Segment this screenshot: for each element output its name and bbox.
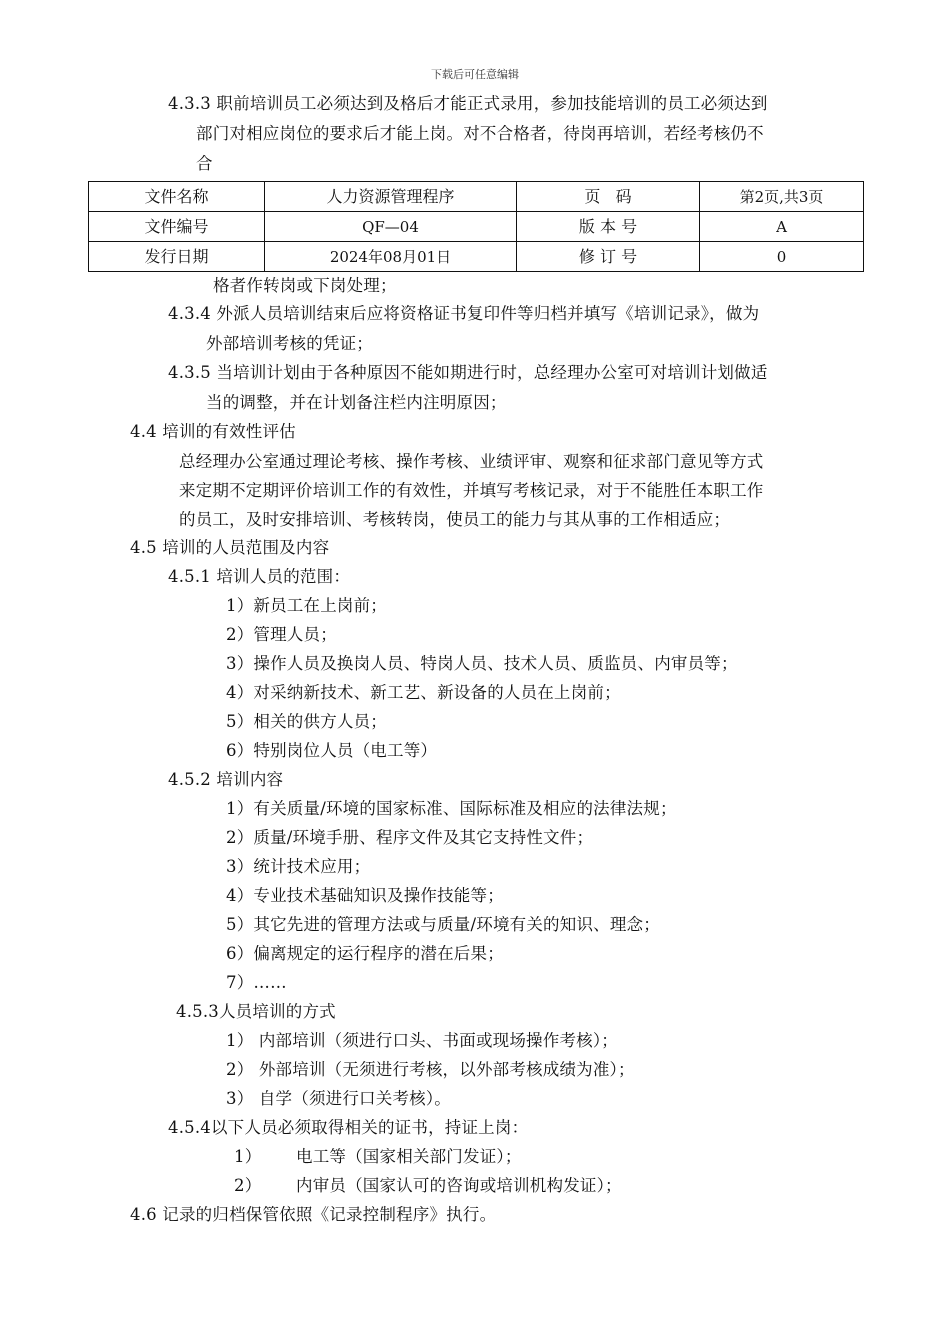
file-code-value: QF—04 [265,212,517,242]
table-row [89,212,864,242]
list-item: 7）…… [226,973,287,992]
section-4-4-line-1: 总经理办公室通过理论考核、操作考核、业绩评审、观察和征求部门意见等方式 [179,452,764,471]
section-4-4-line-3: 的员工，及时安排培训、考核转岗，使员工的能力与其从事的工作相适应； [179,510,731,529]
table-row [89,242,864,272]
clause-4-3-3-line-4: 格者作转岗或下岗处理； [213,276,397,295]
issue-date-value: 2024年08月01日 [265,242,517,272]
version-value: A [700,212,864,242]
list-item: 5）其它先进的管理方法或与质量/环境有关的知识、理念； [226,915,660,934]
list-item: 1）有关质量/环境的国家标准、国际标准及相应的法律法规； [226,799,677,818]
file-code-label: 文件编号 [89,212,265,242]
list-item: 电工等（国家相关部门发证）； [296,1147,522,1166]
list-item-number: 1） [234,1147,262,1166]
clause-4-3-4-line-1: 4.3.4 外派人员培训结束后应将资格证书复印件等归档并填写《培训记录》，做为 [168,304,760,323]
revision-value: 0 [700,242,864,272]
section-4-5-heading: 4.5 培训的人员范围及内容 [130,538,330,557]
list-item: 1）新员工在上岗前； [226,596,387,615]
section-4-6-line: 4.6 记录的归档保管依照《记录控制程序》执行。 [130,1205,497,1224]
clause-4-5-3-heading: 4.5.3人员培训的方式 [176,1002,336,1021]
list-item: 2）管理人员； [226,625,337,644]
list-item: 2）质量/环境手册、程序文件及其它支持性文件； [226,828,594,847]
clause-4-3-3-line-3: 合 [196,154,213,173]
document-info-table [88,181,864,272]
clause-4-3-3-line-1: 4.3.3 职前培训员工必须达到及格后才能正式录用，参加技能培训的员工必须达到 [168,94,768,113]
version-label: 版 本 号 [517,212,700,242]
clause-4-5-1-heading: 4.5.1 培训人员的范围： [168,567,351,586]
clause-4-3-5-line-2: 当的调整，并在计划备注栏内注明原因； [206,393,507,412]
list-item: 2） 外部培训（无须进行考核，以外部考核成绩为准）； [226,1060,635,1079]
page-value: 第2页,共3页 [700,182,864,212]
clause-4-5-2-heading: 4.5.2 培训内容 [168,770,284,789]
table-row [89,182,864,212]
list-item: 内审员（国家认可的咨询或培训机构发证）； [296,1176,622,1195]
list-item: 5）相关的供方人员； [226,712,387,731]
issue-date-label: 发行日期 [89,242,265,272]
clause-4-3-3-line-2: 部门对相应岗位的要求后才能上岗。对不合格者，待岗再培训，若经考核仍不 [196,124,764,143]
list-item: 3）统计技术应用； [226,857,371,876]
list-item: 3） 自学（须进行口关考核）。 [226,1089,451,1108]
list-item: 4）专业技术基础知识及操作技能等； [226,886,504,905]
file-name-value: 人力资源管理程序 [265,182,517,212]
list-item-number: 2） [234,1176,262,1195]
section-4-4-heading: 4.4 培训的有效性评估 [130,422,296,441]
clause-4-3-4-line-2: 外部培训考核的凭证； [206,334,373,353]
list-item: 1） 内部培训（须进行口头、书面或现场操作考核）； [226,1031,618,1050]
section-4-4-line-2: 来定期不定期评价培训工作的有效性，并填写考核记录，对于不能胜任本职工作 [179,481,764,500]
revision-label: 修 订 号 [517,242,700,272]
file-name-label: 文件名称 [89,182,265,212]
clause-4-5-4-heading: 4.5.4以下人员必须取得相关的证书，持证上岗： [168,1118,529,1137]
list-item: 6）特别岗位人员（电工等） [226,741,438,760]
download-watermark: 下载后可任意编辑 [431,68,519,81]
page-label: 页 码 [517,182,700,212]
list-item: 4）对采纳新技术、新工艺、新设备的人员在上岗前； [226,683,621,702]
list-item: 6）偏离规定的运行程序的潜在后果； [226,944,504,963]
clause-4-3-5-line-1: 4.3.5 当培训计划由于各种原因不能如期进行时，总经理办公室可对培训计划做适 [168,363,768,382]
list-item: 3）操作人员及换岗人员、特岗人员、技术人员、质监员、内审员等； [226,654,738,673]
